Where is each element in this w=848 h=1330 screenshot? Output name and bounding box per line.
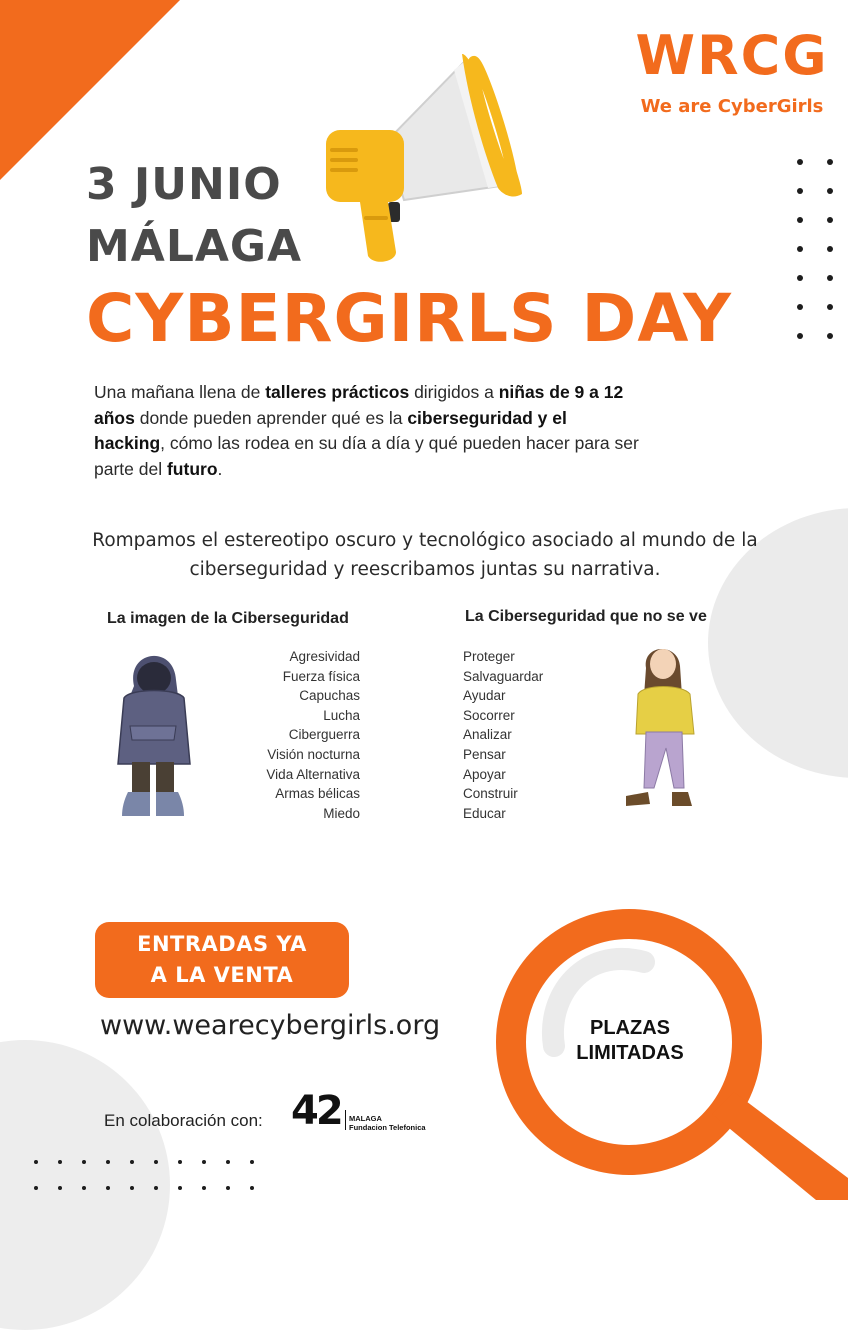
right-word-list [463, 647, 583, 823]
intro-text: dirigidos a [409, 382, 499, 402]
intro-paragraph [94, 380, 639, 482]
left-list-item: Armas bélicas [275, 786, 360, 802]
left-list-item: Fuerza física [282, 668, 360, 684]
right-list-item: Educar [463, 805, 506, 821]
grey-circle-decoration-bottom [0, 1040, 170, 1330]
intro-text: Una mañana llena de [94, 382, 266, 402]
left-column-title: La imagen de la Ciberseguridad [107, 610, 349, 627]
intro-highlight: ciberseguridad y el hacking [94, 407, 567, 453]
partner-logo-text-2: Fundacion Telefonica [349, 1123, 426, 1132]
event-date: 3 JUNIO [86, 159, 282, 210]
right-list-item: Construir [463, 786, 518, 802]
left-list-item: Agresividad [289, 649, 360, 664]
right-list-item: Analizar [463, 727, 512, 743]
partner-logo-mark: 42 [291, 1088, 341, 1134]
dot-row-decoration-1 [34, 1160, 254, 1164]
girl-illustration [618, 638, 710, 818]
right-column-title: La Ciberseguridad que no se ve [465, 608, 707, 625]
intro-text: . [217, 458, 223, 479]
right-list-item: Salvaguardar [463, 668, 544, 684]
megaphone-icon [312, 44, 532, 268]
right-list-item: Proteger [463, 649, 515, 664]
left-list-item: Visión nocturna [267, 746, 360, 762]
partner-logo [291, 1088, 431, 1134]
intro-highlight: niñas de 9 a 12 años [94, 382, 624, 428]
intro-highlight: futuro [166, 458, 218, 479]
tickets-button[interactable] [95, 922, 349, 998]
website-link[interactable]: www.wearecybergirls.org [100, 1010, 441, 1041]
right-list-item: Pensar [463, 746, 506, 762]
brand-logo: WRCG [635, 24, 829, 87]
intro-text: , cómo las rodea en su día a día y qué pueden hacer para ser parte del [94, 433, 639, 479]
intro-text: donde pueden aprender qué es la [134, 407, 408, 428]
left-word-list [240, 647, 360, 823]
limited-seats-badge [545, 1016, 715, 1066]
right-list-item: Ayudar [463, 688, 506, 704]
tagline-text: Rompamos el estereotipo oscuro y tecnológico asociado al mundo de la ciberseguridad y reescribamos juntas su narrativa. [92, 530, 758, 580]
event-city: MÁLAGA [86, 221, 303, 272]
event-title: CYBERGIRLS DAY [86, 280, 732, 357]
partner-logo-text-1: MALAGA [349, 1114, 382, 1123]
corner-triangle-decoration [0, 0, 180, 180]
dot-grid-decoration [797, 159, 833, 339]
left-list-item: Vida Alternativa [266, 766, 360, 782]
left-list-item: Lucha [323, 707, 360, 723]
left-list-item: Miedo [323, 805, 360, 821]
limited-seats-line1: PLAZAS [590, 1017, 670, 1039]
left-list-item: Ciberguerra [288, 727, 360, 743]
tickets-button-line2: A LA VENTA [150, 963, 294, 987]
event-date-block [86, 154, 302, 278]
partner-logo-divider [345, 1110, 346, 1130]
right-list-item: Socorrer [463, 707, 515, 723]
left-list-item: Capuchas [299, 688, 360, 704]
hooded-figure-illustration [110, 640, 196, 822]
dot-row-decoration-2 [34, 1186, 254, 1190]
collaboration-label: En colaboración con: [104, 1111, 263, 1130]
intro-highlight: talleres prácticos [265, 382, 410, 402]
tickets-button-line1: ENTRADAS YA [137, 932, 307, 956]
brand-tagline: We are CyberGirls [640, 96, 824, 117]
right-list-item: Apoyar [463, 766, 506, 782]
limited-seats-line2: LIMITADAS [576, 1042, 684, 1064]
